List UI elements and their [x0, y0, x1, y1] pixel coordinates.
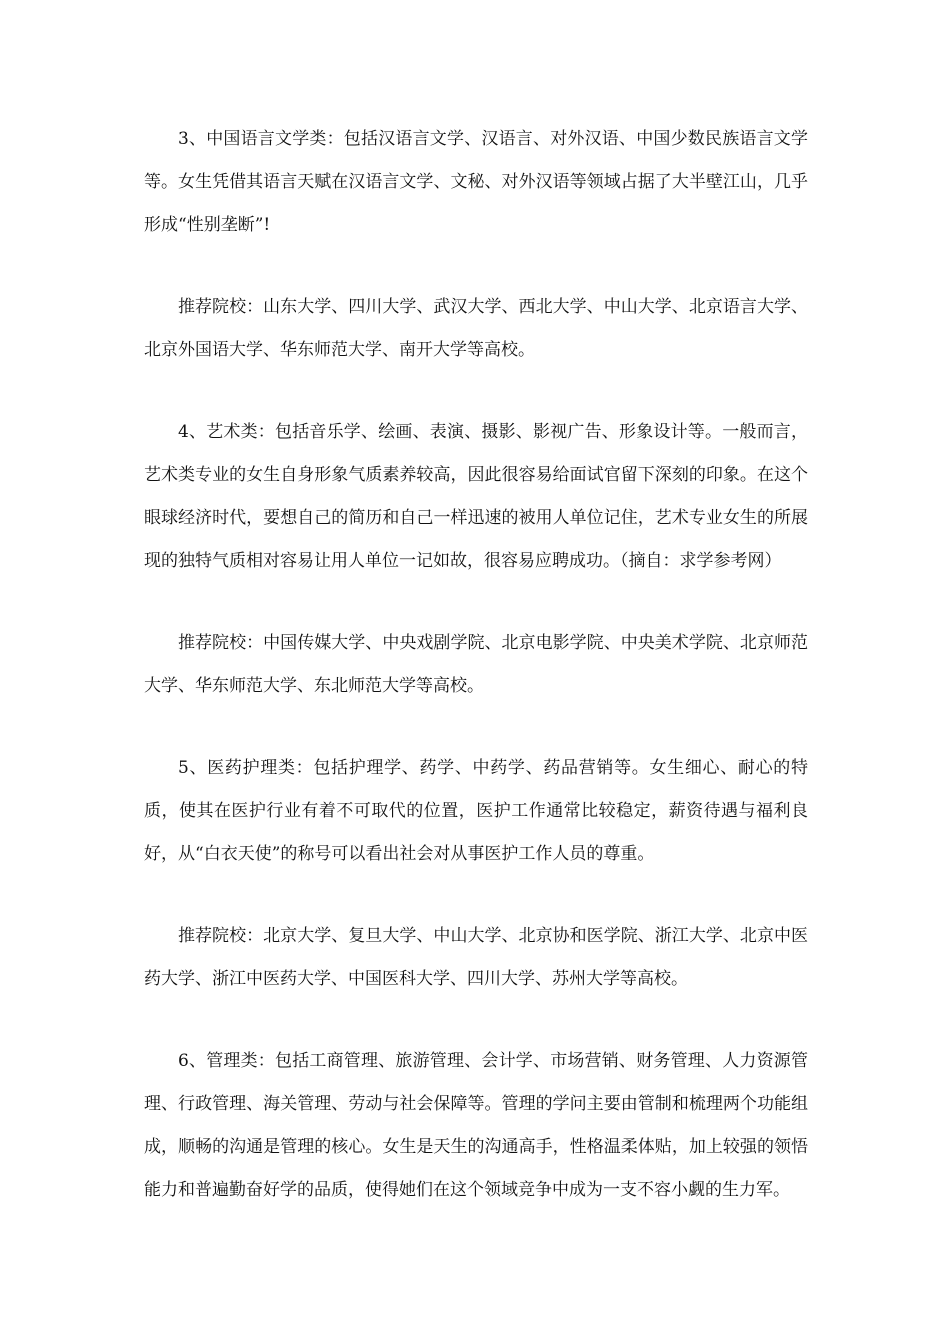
paragraph-medical-nursing-major: 5、医药护理类：包括护理学、药学、中药学、药品营销等。女生细心、耐心的特质，使其在医护行业有着不可取代的位置，医护工作通常比较稳定，薪资待遇与福利良好，从“白衣天使”的称号可以看出社会对从事医护工作人员的尊重。 [144, 758, 808, 864]
paragraph-spacer [144, 708, 808, 747]
paragraph-recommended-schools-medical: 推荐院校：北京大学、复旦大学、中山大学、北京协和医学院、浙江大学、北京中医药大学、浙江中医药大学、中国医科大学、四川大学、苏州大学等高校。 [144, 926, 808, 989]
document-body [144, 118, 808, 1212]
paragraph-management-major: 6、管理类：包括工商管理、旅游管理、会计学、市场营销、财务管理、人力资源管理、行政管理、海关管理、劳动与社会保障等。管理的学问主要由管制和梳理两个功能组成，顺畅的沟通是管理的核心。女生是天生的沟通高手，性格温柔体贴，加上较强的领悟能力和普遍勤奋好学的品质，使得她们在这个领域竞争中成为一支不容小觑的生力军。 [144, 1051, 808, 1200]
paragraph-spacer [144, 372, 808, 411]
paragraph-chinese-language-major: 3、中国语言文学类：包括汉语言文学、汉语言、对外汉语、中国少数民族语言文学等。女生凭借其语言天赋在汉语言文学、文秘、对外汉语等领域占据了大半壁江山，几乎形成“性别垄断”! [144, 129, 808, 235]
paragraph-spacer [144, 247, 808, 286]
paragraph-arts-major: 4、艺术类：包括音乐学、绘画、表演、摄影、影视广告、形象设计等。一般而言，艺术类专业的女生自身形象气质素养较高，因此很容易给面试官留下深刻的印象。在这个眼球经济时代，要想自己的简历和自己一样迅速的被用人单位记住，艺术专业女生的所展现的独特气质相对容易让用人单位一记如故，很容易应聘成功。（摘自：求学参考网） [144, 422, 808, 571]
paragraph-spacer [144, 583, 808, 622]
paragraph-recommended-schools-chinese: 推荐院校：山东大学、四川大学、武汉大学、西北大学、中山大学、北京语言大学、北京外国语大学、华东师范大学、南开大学等高校。 [144, 297, 808, 360]
paragraph-spacer [144, 876, 808, 915]
paragraph-spacer [144, 1001, 808, 1040]
paragraph-recommended-schools-arts: 推荐院校：中国传媒大学、中央戏剧学院、北京电影学院、中央美术学院、北京师范大学、华东师范大学、东北师范大学等高校。 [144, 633, 808, 696]
